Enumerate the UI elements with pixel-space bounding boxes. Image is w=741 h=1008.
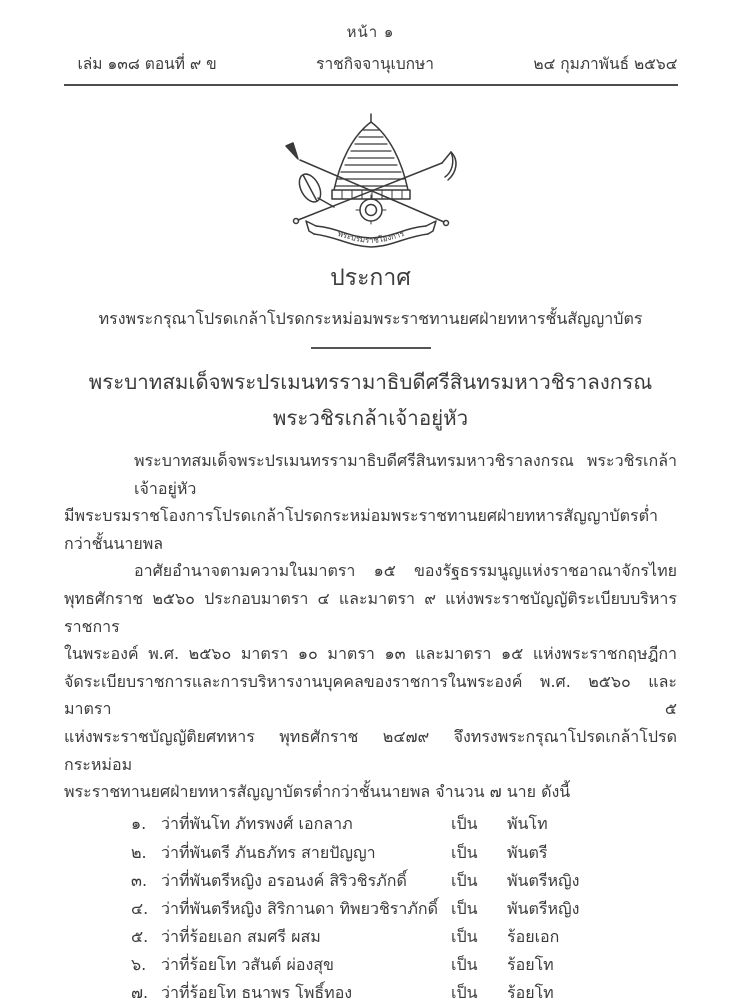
king-name-line2: พระวชิรเกล้าเจ้าอยู่หัว: [272, 406, 469, 430]
staff-pommel-icon: [293, 219, 298, 224]
rank-name: ว่าที่พันตรีหญิง อรอนงค์ สิริวชิรภักดิ์: [161, 870, 407, 890]
rank-to-label: เป็น: [451, 898, 478, 918]
page-header: [0, 0, 741, 86]
crown-edge-icon: [371, 122, 408, 190]
rank-number: ๒.: [131, 842, 147, 862]
body-line: พระราชทานยศฝ่ายทหารสัญญาบัตรต่ำกว่าชั้นนายพล จำนวน ๗ นาย ดังนี้: [64, 782, 571, 802]
body-line: พระบาทสมเด็จพระปรเมนทรรามาธิบดีศรีสินทรมหาวชิราลงกรณ พระวชิรเกล้าเจ้าอยู่หัว: [134, 451, 677, 498]
rank-name: ว่าที่พันโท ภัทรพงศ์ เอกลาภ: [161, 814, 353, 834]
rank-number: ๔.: [131, 898, 149, 918]
header-rule: [64, 84, 678, 86]
rank-row: [131, 895, 677, 923]
rank-name: ว่าที่พันตรีหญิง สิริกานดา ทิพยวชิราภักดิ์: [161, 898, 439, 918]
crown-base-ticks-icon: [342, 190, 402, 199]
title-divider: [311, 347, 431, 349]
rank-number: ๑.: [131, 814, 147, 834]
rank-number: ๕.: [131, 927, 149, 947]
medallion-icon: [360, 199, 382, 221]
staff-pommel-icon: [443, 221, 448, 226]
header-row: [64, 51, 678, 76]
body-text: [64, 447, 677, 806]
rank-to-label: เป็น: [451, 814, 478, 834]
royal-command-emblem-icon: [276, 110, 466, 248]
body-line: แห่งพระราชบัญญัติยศทหาร พุทธศักราช ๒๔๗๙ จึงทรงพระกรุณาโปรดเกล้าโปรดกระหม่อม: [64, 726, 677, 774]
proclamation-title: ประกาศ: [330, 265, 411, 291]
ribbon-end-right-icon: [426, 221, 436, 234]
page-number-label: หน้า ๑: [346, 23, 395, 41]
rank-name: ว่าที่ร้อยเอก สมศรี ผสม: [161, 927, 321, 947]
rank-list: [64, 811, 677, 1008]
crown-tiers-icon: [335, 130, 407, 186]
body-line: จัดระเบียบราชการและการบริหารงานบุคคลของราชการในพระองค์ พ.ศ. ๒๕๖๐ และมาตรา ๕: [64, 671, 677, 719]
emblem-area: [0, 110, 741, 248]
date-label: ๒๔ กุมภาพันธ์ ๒๕๖๔: [533, 55, 678, 73]
rank-name: ว่าที่พันตรี ภันธภัทร สายปัญญา: [161, 842, 376, 862]
rank-to-label: เป็น: [451, 955, 478, 975]
rank-row: [131, 839, 677, 867]
rank-new: พันโท: [507, 814, 548, 834]
medallion-inner-icon: [365, 205, 376, 216]
body-line: ในพระองค์ พ.ศ. ๒๕๖๐ มาตรา ๑๐ มาตรา ๑๓ และมาตรา ๑๕ แห่งพระราชกฤษฎีกา: [64, 644, 677, 664]
rank-number: ๗.: [131, 983, 149, 1003]
rank-new: ร้อยโท: [507, 983, 554, 1003]
rank-to-label: เป็น: [451, 870, 478, 890]
rank-to-label: เป็น: [451, 842, 478, 862]
rank-to-label: เป็น: [451, 927, 478, 947]
spearhead-icon: [286, 143, 298, 159]
emblem-ribbon-text: พระบรมราชโองการ: [336, 229, 405, 246]
rank-to-label: เป็น: [451, 983, 478, 1003]
king-name-heading: [0, 364, 741, 436]
body-line: พุทธศักราช ๒๕๖๐ ประกอบมาตรา ๔ และมาตรา ๙ แห่งพระราชบัญญัติระเบียบบริหารราชการ: [64, 588, 677, 636]
rank-name: ว่าที่ร้อยโท ธนาพร โพธิ์ทอง: [161, 983, 353, 1003]
gazette-title: ราชกิจจานุเบกษา: [316, 55, 434, 73]
rank-new: พันตรี: [507, 842, 548, 862]
rank-new: พันตรีหญิง: [507, 870, 580, 890]
proclamation-subtitle: ทรงพระกรุณาโปรดเกล้าโปรดกระหม่อมพระราชทานยศฝ่ายทหารชั้นสัญญาบัตร: [98, 309, 643, 328]
rank-new: ร้อยเอก: [507, 927, 560, 947]
body-line: มีพระบรมราชโองการโปรดเกล้าโปรดกระหม่อมพระราชทานยศฝ่ายทหารสัญญาบัตรต่ำกว่าชั้นนายพล: [64, 506, 658, 553]
crown-edge-icon: [334, 122, 371, 190]
rank-row: [131, 811, 677, 839]
whisk-handle-icon: [442, 152, 451, 163]
volume-label: เล่ม ๑๓๘ ตอนที่ ๙ ข: [77, 55, 217, 73]
rank-new: ร้อยโท: [507, 955, 554, 975]
king-name-line1: พระบาทสมเด็จพระปรเมนทรรามาธิบดีศรีสินทรมหาวชิราลงกรณ: [88, 370, 653, 394]
rank-number: ๖.: [131, 955, 147, 975]
body-line: อาศัยอำนาจตามความในมาตรา ๑๕ ของรัฐธรรมนูญแห่งราชอาณาจักรไทย: [134, 561, 677, 581]
rank-name: ว่าที่ร้อยโท วสันต์ ผ่องสุข: [161, 955, 334, 975]
ribbon-end-left-icon: [306, 221, 316, 234]
rank-row: [131, 867, 677, 895]
rank-row: [131, 923, 677, 951]
rank-row: [131, 952, 677, 980]
rank-new: พันตรีหญิง: [507, 898, 580, 918]
rank-row: [131, 980, 677, 1008]
rank-number: ๓.: [131, 870, 148, 890]
